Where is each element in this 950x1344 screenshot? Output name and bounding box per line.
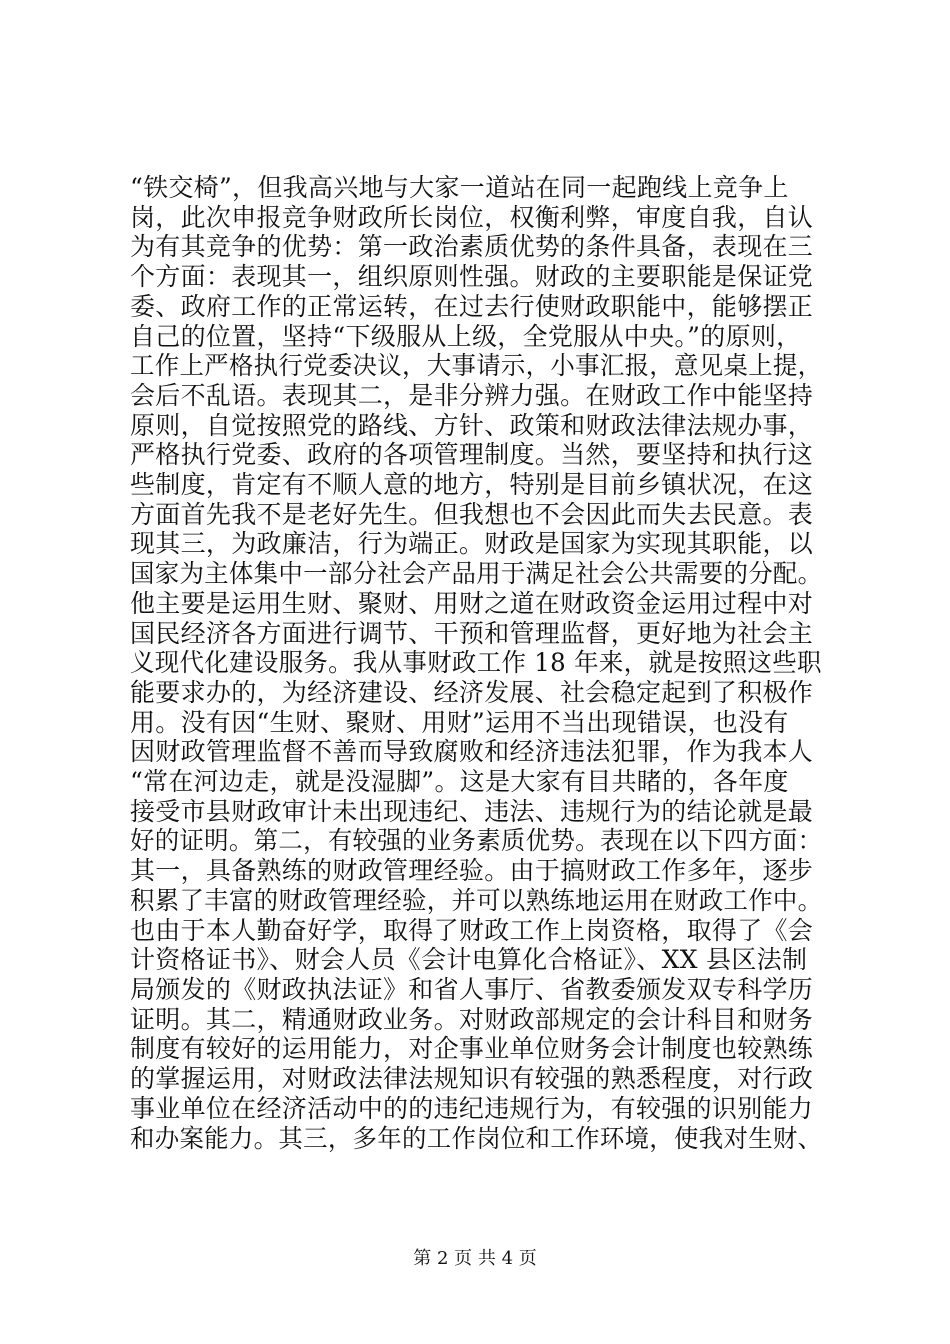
text-line: “常在河边走，就是没湿脚”。这是大家有目共睹的，各年度: [130, 767, 789, 797]
text-line: 接受市县财政审计未出现违纪、违法、违规行为的结论就是最: [130, 796, 814, 826]
text-line: 会后不乱语。表现其二，是非分辨力强。在财政工作中能坚持: [130, 380, 814, 410]
text-line: 现其三，为政廉洁，行为端正。财政是国家为实现其职能，以: [130, 529, 814, 559]
text-line: 委、政府工作的正常运转，在过去行使财政职能中，能够摆正: [130, 291, 814, 321]
text-line: 用。没有因“生财、聚财、用财”运用不当出现错误，也没有: [130, 707, 789, 737]
text-line: 自己的位置，坚持“下级服从上级，全党服从中央。”的原则，: [130, 321, 802, 351]
text-line: 因财政管理监督不善而导致腐败和经济违法犯罪，作为我本人: [130, 737, 814, 767]
text-line: 制度有较好的运用能力，对企事业单位财务会计制度也较熟练: [130, 1034, 814, 1064]
text-line: 原则，自觉按照党的路线、方针、政策和财政法律法规办事，: [130, 410, 814, 440]
text-line: 也由于本人勤奋好学，取得了财政工作上岗资格，取得了《会: [130, 915, 814, 945]
text-line: 工作上严格执行党委决议，大事请示，小事汇报，意见桌上提，: [130, 351, 823, 381]
text-line: 义现代化建设服务。我从事财政工作 18 年来，就是按照这些职: [130, 648, 822, 678]
text-line: 国家为主体集中一部分社会产品用于满足社会公共需要的分配。: [130, 559, 823, 589]
text-line: 的掌握运用，对财政法律法规知识有较强的熟悉程度，对行政: [130, 1064, 814, 1094]
page-number-footer: 第 2 页 共 4 页: [413, 1248, 537, 1269]
text-line: 岗，此次申报竞争财政所长岗位，权衡利弊，审度自我，自认: [130, 202, 814, 232]
text-line: 个方面：表现其一，组织原则性强。财政的主要职能是保证党: [130, 262, 814, 292]
text-line: 证明。其二，精通财政业务。对财政部规定的会计科目和财务: [130, 1004, 814, 1034]
text-line: 严格执行党委、政府的各项管理制度。当然，要坚持和执行这: [130, 440, 814, 470]
text-line: 积累了丰富的财政管理经验，并可以熟练地运用在财政工作中。: [130, 885, 823, 915]
text-line: 事业单位在经济活动中的的违纪违规行为，有较强的识别能力: [130, 1093, 814, 1123]
text-line: 些制度，肯定有不顺人意的地方，特别是目前乡镇状况，在这: [130, 470, 814, 500]
text-line: 他主要是运用生财、聚财、用财之道在财政资金运用过程中对: [130, 588, 814, 618]
text-line: 方面首先我不是老好先生。但我想也不会因此而失去民意。表: [130, 499, 814, 529]
text-line: 国民经济各方面进行调节、干预和管理监督，更好地为社会主: [130, 618, 814, 648]
text-line: 和办案能力。其三，多年的工作岗位和工作环境，使我对生财、: [130, 1123, 823, 1153]
text-line: 计资格证书》、财会人员《会计电算化合格证》、XX 县区法制: [130, 945, 808, 975]
text-line: “铁交椅”，但我高兴地与大家一道站在同一起跑线上竞争上: [130, 173, 789, 202]
text-line: 其一，具备熟练的财政管理经验。由于搞财政工作多年，逐步: [130, 856, 814, 886]
text-line: 局颁发的《财政执法证》和省人事厅、省教委颁发双专科学历: [130, 974, 814, 1004]
text-line: 为有其竞争的优势：第一政治素质优势的条件具备，表现在三: [130, 232, 814, 262]
text-line: 好的证明。第二，有较强的业务素质优势。表现在以下四方面：: [130, 826, 823, 856]
text-line: 能要求办的，为经济建设、经济发展、社会稳定起到了积极作: [130, 677, 814, 707]
body-text: [130, 173, 822, 1153]
